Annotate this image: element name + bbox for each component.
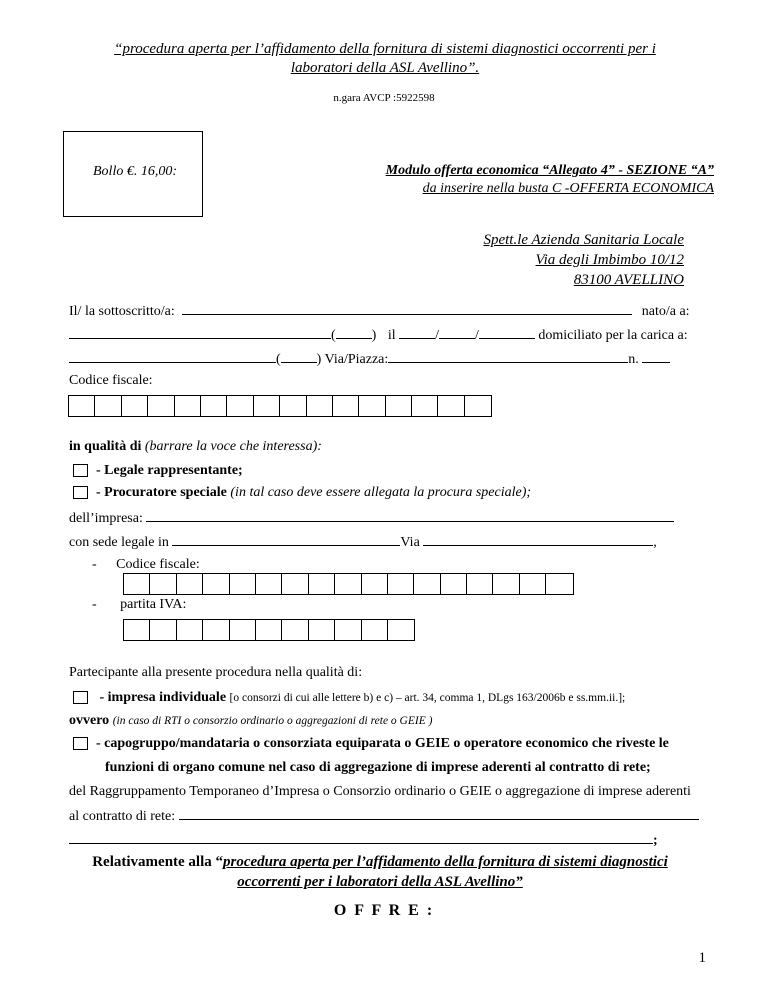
- label-piva: partita IVA:: [120, 597, 187, 612]
- field-prov-domicilio[interactable]: [281, 350, 317, 363]
- gara-number: n.gara AVCP :5922598: [333, 92, 435, 104]
- cf-cell[interactable]: [280, 396, 306, 416]
- label-impresa-individuale: - impresa individuale: [99, 690, 227, 705]
- label-sede-legale: con sede legale in: [69, 535, 169, 550]
- row-domicilio: ( ) Via/Piazza: n.: [69, 350, 709, 368]
- field-impresa[interactable]: [146, 509, 674, 522]
- field-mese[interactable]: [439, 326, 475, 339]
- checkbox-legale[interactable]: [73, 464, 88, 477]
- row-sede: con sede legale in Via ,: [69, 535, 657, 550]
- cf-cell[interactable]: [386, 396, 412, 416]
- label-capogruppo-1: - capogruppo/mandataria o consorziata equiparata o GEIE o operatore economico che riveste le: [96, 736, 669, 751]
- label-procuratore-note: (in tal caso deve essere allegata la procura speciale);: [230, 485, 532, 500]
- row-sottoscritto: [69, 302, 699, 320]
- piva-cell[interactable]: [150, 620, 176, 640]
- row-raggruppamento-3: [69, 831, 709, 849]
- bollo-label: Bollo €. 16,00:: [93, 164, 177, 179]
- label-via: Via: [400, 535, 420, 550]
- piva-cell[interactable]: [203, 620, 229, 640]
- label-legale: - Legale rappresentante;: [96, 463, 243, 478]
- label-domiciliato: domiciliato per la carica a:: [538, 328, 688, 343]
- piva-cell[interactable]: [388, 620, 414, 640]
- cf-cell[interactable]: [438, 396, 464, 416]
- cf-cell[interactable]: [95, 396, 121, 416]
- label-impresa-individuale-note: [o consorzi di cui alle lettere b) e c) – art. 34, comma 1, DLgs 163/2006b e ss.mm.ii.];: [229, 692, 626, 704]
- checkbox-capogruppo[interactable]: [73, 737, 88, 750]
- cf-impresa-cell[interactable]: [150, 574, 176, 594]
- relativamente-title-2: occorrenti per i laboratori della ASL Avellino”: [237, 874, 523, 890]
- field-citta-domicilio[interactable]: [69, 350, 276, 363]
- page-number: 1: [698, 950, 706, 966]
- piva-cell[interactable]: [256, 620, 282, 640]
- checkbox-procuratore[interactable]: [73, 486, 88, 499]
- field-raggruppamento[interactable]: [179, 807, 699, 820]
- option-procuratore: [73, 485, 531, 501]
- modulo-heading: [386, 162, 714, 198]
- piva-grid[interactable]: [123, 619, 415, 641]
- field-via-domicilio[interactable]: [388, 350, 628, 363]
- option-legale: [73, 463, 243, 479]
- label-codice-fiscale: Codice fiscale:: [69, 373, 153, 388]
- label-ovvero-note: (in caso di RTI o consorzio ordinario o aggregazioni di rete o GEIE ): [112, 715, 433, 727]
- field-anno[interactable]: [479, 326, 535, 339]
- cf-cell[interactable]: [333, 396, 359, 416]
- offre-heading: O F F R E :: [333, 902, 435, 919]
- checkbox-impresa-individuale[interactable]: [73, 691, 88, 704]
- modulo-line-1: Modulo offerta economica “Allegato 4” - SEZIONE “A”: [385, 163, 714, 178]
- cf-cell[interactable]: [412, 396, 438, 416]
- field-giorno[interactable]: [399, 326, 435, 339]
- row-nascita: ( ) il / / domiciliato per la carica a:: [69, 326, 709, 344]
- cf-impresa-grid[interactable]: [123, 573, 574, 595]
- label-raggruppamento-2: al contratto di rete:: [69, 809, 176, 824]
- modulo-line-2: da inserire nella busta C -OFFERTA ECONOMICA: [422, 181, 714, 196]
- address-line-2: Via degli Imbimbo 10/12: [535, 252, 684, 268]
- bullet-dash: -: [92, 557, 97, 572]
- piva-cell[interactable]: [362, 620, 388, 640]
- cf-cell[interactable]: [175, 396, 201, 416]
- cf-impresa-cell[interactable]: [414, 574, 440, 594]
- field-sede-legale[interactable]: [172, 533, 400, 546]
- cf-impresa-cell[interactable]: [441, 574, 467, 594]
- label-capogruppo-2: funzioni di organo comune nel caso di aggregazione di imprese aderenti al contratto di rete;: [105, 760, 651, 775]
- row-ovvero: [69, 713, 432, 729]
- row-raggruppamento-2: [69, 807, 709, 825]
- address-line-3: 83100 AVELLINO: [573, 272, 684, 288]
- label-sottoscritto: Il/ la sottoscritto/a:: [69, 304, 175, 319]
- cf-cell[interactable]: [201, 396, 227, 416]
- cf-cell[interactable]: [359, 396, 385, 416]
- cf-impresa-cell[interactable]: [493, 574, 519, 594]
- row-piva: [92, 597, 186, 613]
- cf-cell[interactable]: [254, 396, 280, 416]
- cf-impresa-cell[interactable]: [467, 574, 493, 594]
- row-cf-impresa: [92, 557, 200, 573]
- cf-cell[interactable]: [307, 396, 333, 416]
- piva-cell[interactable]: [309, 620, 335, 640]
- cf-impresa-cell[interactable]: [309, 574, 335, 594]
- piva-cell[interactable]: [177, 620, 203, 640]
- label-barrare: (barrare la voce che interessa):: [144, 439, 322, 454]
- cf-impresa-cell[interactable]: [256, 574, 282, 594]
- piva-cell[interactable]: [124, 620, 150, 640]
- cf-impresa-cell[interactable]: [335, 574, 361, 594]
- field-luogo-nascita[interactable]: [69, 326, 331, 339]
- label-cf-impresa: Codice fiscale:: [116, 557, 200, 572]
- field-civico[interactable]: [642, 350, 670, 363]
- label-ovvero: ovvero: [69, 713, 110, 728]
- cf-impresa-cell[interactable]: [124, 574, 150, 594]
- label-raggruppamento-1: del Raggruppamento Temporaneo d’Impresa o Consorzio ordinario o GEIE o aggregazione di imprese aderenti: [69, 784, 691, 799]
- row-impresa: [69, 509, 699, 527]
- label-procuratore: - Procuratore speciale: [96, 485, 227, 500]
- title-line-1: “procedura aperta per l’affidamento della fornitura di sistemi diagnostici occorrenti per i: [114, 41, 656, 57]
- cf-cell[interactable]: [227, 396, 253, 416]
- label-relativamente: Relativamente alla “: [92, 854, 224, 870]
- partecipante-intro: Partecipante alla presente procedura nella qualità di:: [69, 665, 363, 680]
- cf-cell[interactable]: [465, 396, 491, 416]
- field-via-sede[interactable]: [423, 533, 653, 546]
- option-impresa-individuale: [73, 690, 625, 706]
- row-in-qualita: [69, 439, 322, 455]
- cf-cell[interactable]: [122, 396, 148, 416]
- label-il: il: [387, 328, 396, 343]
- cf-impresa-cell[interactable]: [520, 574, 546, 594]
- label-n: n.: [628, 352, 639, 367]
- cf-cell[interactable]: [69, 396, 95, 416]
- label-via-piazza: Via/Piazza:: [324, 352, 389, 367]
- label-semicolon: ;: [653, 833, 658, 848]
- bullet-dash-2: -: [92, 597, 97, 612]
- cf-impresa-cell[interactable]: [388, 574, 414, 594]
- label-nato: nato/a a:: [641, 304, 690, 319]
- label-impresa: dell’impresa:: [69, 511, 143, 526]
- piva-cell[interactable]: [282, 620, 308, 640]
- cf-cell[interactable]: [148, 396, 174, 416]
- field-nome[interactable]: [182, 302, 632, 315]
- field-prov-nascita[interactable]: [336, 326, 372, 339]
- recipient-address: [483, 230, 684, 290]
- cf-impresa-cell[interactable]: [177, 574, 203, 594]
- codice-fiscale-grid[interactable]: [68, 395, 492, 417]
- cf-impresa-cell[interactable]: [546, 574, 572, 594]
- relativamente-heading: [60, 852, 700, 892]
- cf-impresa-cell[interactable]: [362, 574, 388, 594]
- piva-cell[interactable]: [335, 620, 361, 640]
- option-capogruppo: [73, 736, 713, 752]
- cf-impresa-cell[interactable]: [230, 574, 256, 594]
- field-raggruppamento-2[interactable]: [69, 831, 653, 844]
- piva-cell[interactable]: [230, 620, 256, 640]
- document-title: [70, 40, 700, 78]
- label-in-qualita: in qualità di: [69, 439, 142, 454]
- cf-impresa-cell[interactable]: [203, 574, 229, 594]
- cf-impresa-cell[interactable]: [282, 574, 308, 594]
- relativamente-title-1: procedura aperta per l’affidamento della fornitura di sistemi diagnostici: [223, 854, 668, 870]
- address-line-1: Spett.le Azienda Sanitaria Locale: [483, 232, 684, 248]
- title-line-2: laboratori della ASL Avellino”.: [290, 60, 480, 76]
